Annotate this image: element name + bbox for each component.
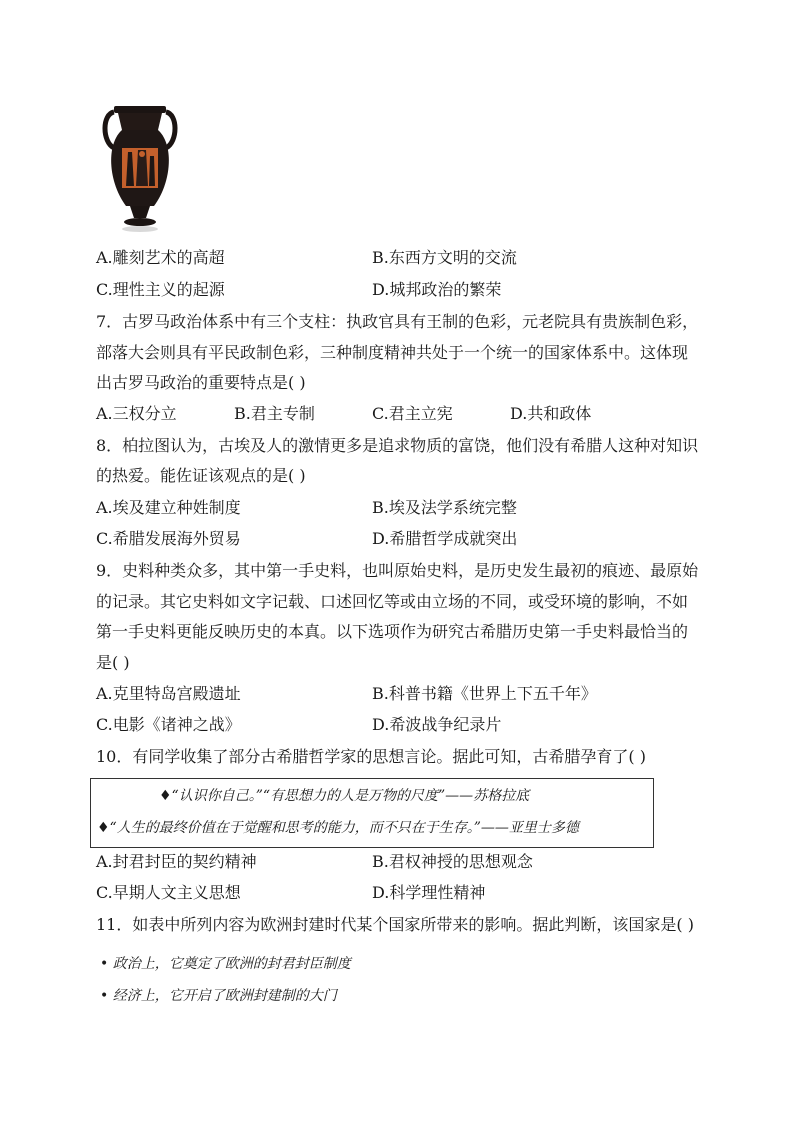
q11-table-row-1: • 政治上，它奠定了欧洲的封君封臣制度 bbox=[100, 956, 351, 972]
quote-box bbox=[90, 778, 654, 848]
q7-option-d: D.共和政体 bbox=[510, 404, 592, 423]
greek-amphora-image bbox=[100, 102, 180, 236]
q10-option-d: D.科学理性精神 bbox=[372, 883, 486, 902]
q10-option-b: B.君权神授的思想观念 bbox=[372, 852, 533, 871]
q11-stem: 11．如表中所列内容为欧洲封建时代某个国家所带来的影响。据此判断，该国家是( ) bbox=[96, 915, 694, 934]
q7-option-a: A.三权分立 bbox=[96, 404, 177, 423]
q9-stem-line-4: 是( ) bbox=[96, 653, 130, 672]
q8-stem-line-2: 的热爱。能佐证该观点的是( ) bbox=[96, 466, 306, 485]
q9-option-b: B.科普书籍《世界上下五千年》 bbox=[372, 684, 597, 703]
q9-stem-line-1: 9．史料种类众多，其中第一手史料，也叫原始史料，是历史发生最初的痕迹、最原始 bbox=[96, 561, 699, 580]
q7-stem-line-1: 7．古罗马政治体系中有三个支柱：执政官具有王制的色彩，元老院具有贵族制色彩， bbox=[96, 312, 699, 331]
q9-stem-line-2: 的记录。其它史料如文字记载、口述回忆等或由立场的不同，或受环境的影响，不如 bbox=[96, 592, 689, 611]
q10-option-c: C.早期人文主义思想 bbox=[96, 883, 241, 902]
q6-option-c: C.理性主义的起源 bbox=[96, 280, 225, 299]
q8-option-d: D.希腊哲学成就突出 bbox=[372, 529, 518, 548]
q6-option-d: D.城邦政治的繁荣 bbox=[372, 280, 502, 299]
q8-option-a: A.埃及建立种姓制度 bbox=[96, 498, 241, 517]
aristotle-quote: ♦“人生的最终价值在于觉醒和思考的能力，而不只在于生存。”——亚里士多德 bbox=[97, 820, 579, 836]
q9-option-a: A.克里特岛宫殿遗址 bbox=[96, 684, 241, 703]
q9-option-c: C.电影《诸神之战》 bbox=[96, 715, 241, 734]
q8-option-b: B.埃及法学系统完整 bbox=[372, 498, 517, 517]
q7-option-c: C.君主立宪 bbox=[372, 404, 453, 423]
q10-option-a: A.封君封臣的契约精神 bbox=[96, 852, 257, 871]
q11-table-row-2: • 经济上，它开启了欧洲封建制的大门 bbox=[100, 988, 337, 1004]
q7-stem-line-3: 出古罗马政治的重要特点是( ) bbox=[96, 373, 306, 392]
socrates-quote: ♦“认识你自己。”“有思想力的人是万物的尺度”——苏格拉底 bbox=[159, 788, 530, 804]
q6-option-b: B.东西方文明的交流 bbox=[372, 248, 517, 267]
q10-stem: 10．有同学收集了部分古希腊哲学家的思想言论。据此可知，古希腊孕育了( ) bbox=[96, 747, 646, 766]
q8-stem-line-1: 8．柏拉图认为，古埃及人的激情更多是追求物质的富饶，他们没有希腊人这种对知识 bbox=[96, 436, 699, 455]
q8-option-c: C.希腊发展海外贸易 bbox=[96, 529, 241, 548]
q9-option-d: D.希波战争纪录片 bbox=[372, 715, 502, 734]
q7-option-b: B.君主专制 bbox=[234, 404, 315, 423]
q7-stem-line-2: 部落大会则具有平民政制色彩，三种制度精神共处于一个统一的国家体系中。这体现 bbox=[96, 343, 689, 362]
q6-option-a: A.雕刻艺术的高超 bbox=[96, 248, 225, 267]
q9-stem-line-3: 第一手史料更能反映历史的本真。以下选项作为研究古希腊历史第一手史料最恰当的 bbox=[96, 622, 689, 641]
